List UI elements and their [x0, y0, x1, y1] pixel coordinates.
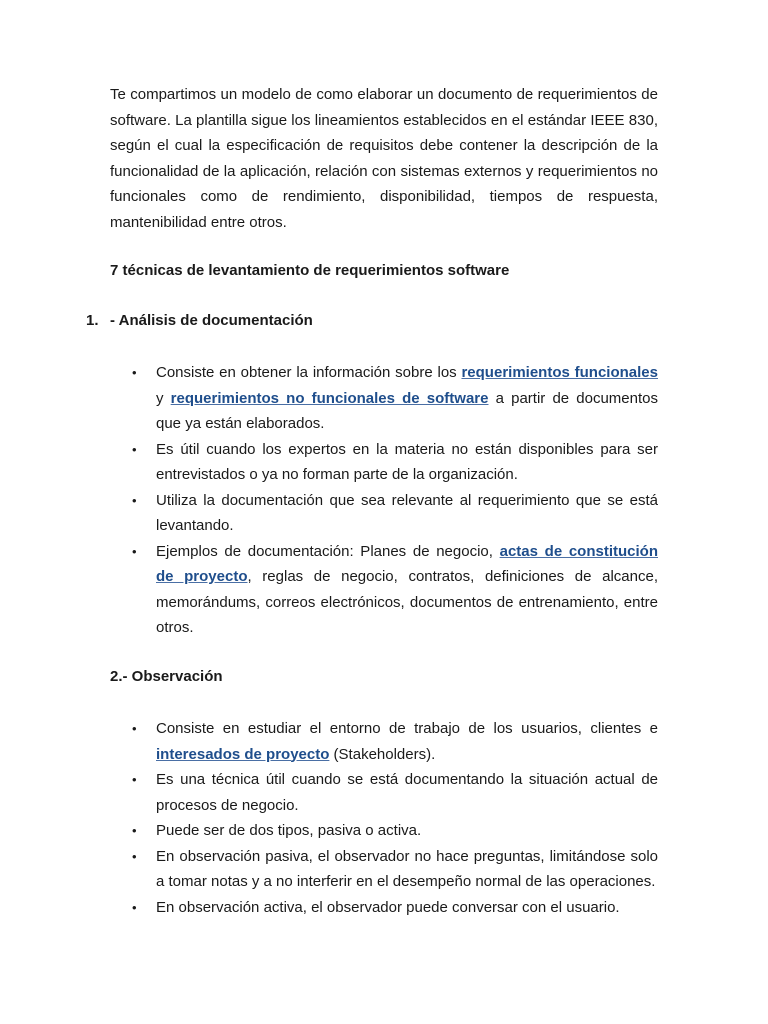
- list-item: [130, 895, 658, 921]
- bullet-icon: •: [132, 848, 137, 864]
- section-title: 7 técnicas de levantamiento de requerimientos software: [110, 262, 510, 279]
- bullet-text: Utiliza la documentación que sea relevante al requerimiento que se está levantando.: [156, 491, 658, 534]
- bullet-icon: •: [132, 899, 137, 915]
- bullet-text: Ejemplos de documentación: Planes de negocio,: [156, 542, 500, 560]
- bullet-text: Puede ser de dos tipos, pasiva o activa.: [156, 822, 422, 839]
- bullet-icon: •: [132, 772, 137, 787]
- link-actas-constitucion[interactable]: actas de constitución de proyecto: [156, 542, 658, 585]
- bullet-text: Consiste en obtener la información sobre los: [156, 364, 462, 381]
- list-item: [130, 818, 658, 844]
- item1-heading: [86, 311, 313, 331]
- bullet-text: Es útil cuando los expertos en la materia no están disponibles para ser entrevistados o ya no forman parte de la organización.: [156, 440, 658, 483]
- bullet-icon: •: [132, 543, 137, 559]
- list-item: [130, 767, 658, 818]
- list-item: [130, 716, 658, 767]
- bullet-text: En observación activa, el observador puede conversar con el usuario.: [156, 898, 620, 916]
- bullet-text: a partir de documentos que ya están elaborados.: [156, 389, 658, 432]
- bullet-text: y: [156, 389, 171, 407]
- link-requerimientos-funcionales[interactable]: requerimientos funcionales: [461, 364, 658, 381]
- list-item: [130, 844, 658, 895]
- list-item: [130, 488, 658, 539]
- list-item: [130, 360, 658, 437]
- bullet-icon: •: [132, 492, 137, 508]
- item1-title: - Análisis de documentación: [110, 312, 313, 329]
- item1-bullet-list: [130, 360, 658, 641]
- bullet-icon: •: [132, 441, 137, 457]
- item1-number: 1.: [86, 312, 99, 329]
- bullet-text: En observación pasiva, el observador no hace preguntas, limitándose solo a tomar notas y a no interferir en el desempeño normal de las operaciones.: [156, 847, 658, 890]
- bullet-text: (Stakeholders).: [329, 745, 436, 763]
- bullet-icon: •: [132, 721, 137, 736]
- bullet-text: Consiste en estudiar el entorno de trabajo de los usuarios, clientes e: [156, 720, 658, 737]
- bullet-icon: •: [132, 823, 137, 838]
- bullet-text: , reglas de negocio, contratos, definiciones de alcance, memorándums, correos electrónicos, documentos de entrenamiento, entre otros.: [156, 568, 658, 636]
- intro-paragraph: Te compartimos un modelo de como elaborar un documento de requerimientos de software. La plantilla sigue los lineamientos establecidos en el estándar IEEE 830, según el cual la especificación de requisitos debe contener la descripción de la funcionalidad de la aplicación, relación con sistemas externos y requerimientos no funcionales como de rendimiento, disponibilidad, tiempos de respuesta, mantenibilidad entre otros.: [110, 86, 658, 231]
- list-item: [130, 539, 658, 641]
- list-item: [130, 437, 658, 488]
- link-interesados-proyecto[interactable]: interesados de proyecto: [156, 745, 330, 763]
- item2-heading: 2.- Observación: [110, 668, 223, 685]
- bullet-text: Es una técnica útil cuando se está documentando la situación actual de procesos de negocio.: [156, 771, 658, 814]
- item2-bullet-list: [130, 716, 658, 920]
- link-requerimientos-no-funcionales[interactable]: requerimientos no funcionales de software: [170, 389, 489, 407]
- bullet-icon: •: [132, 365, 137, 380]
